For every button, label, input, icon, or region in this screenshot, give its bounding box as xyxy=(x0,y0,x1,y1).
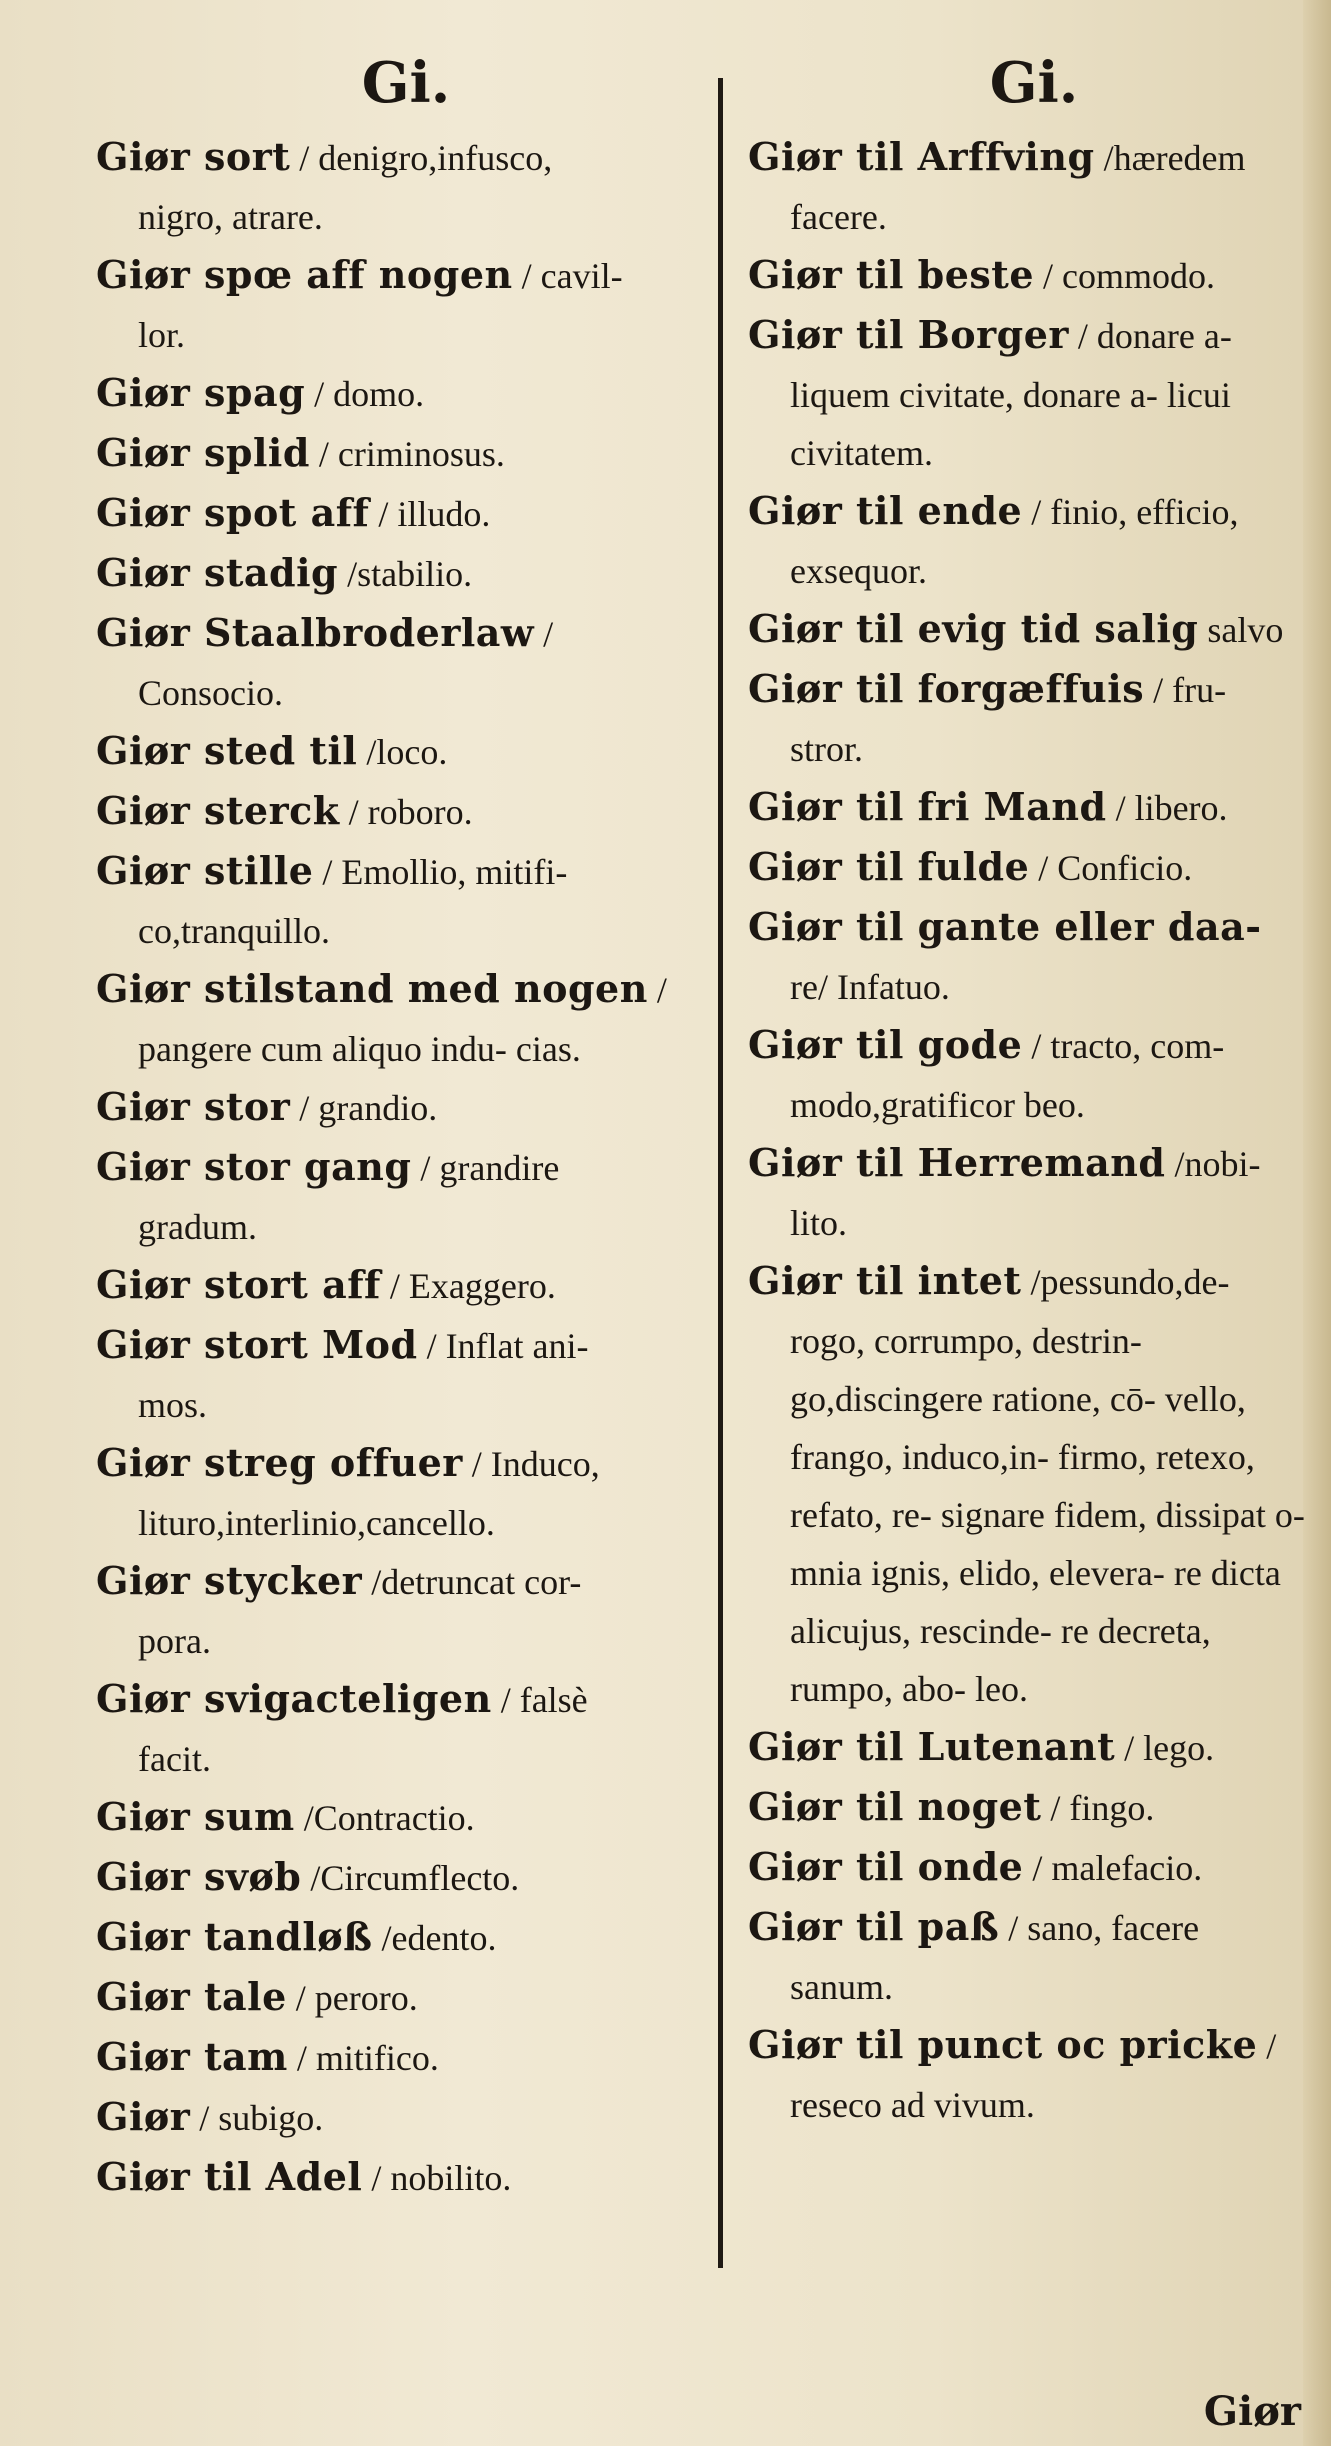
dictionary-entry xyxy=(748,838,1320,898)
entry-definition: / grandire xyxy=(411,1148,560,1188)
entry-headword: Giør sterck xyxy=(96,788,340,833)
dictionary-entry xyxy=(748,2016,1320,2134)
dictionary-entry xyxy=(748,1838,1320,1898)
dictionary-entry xyxy=(748,128,1320,246)
entry-headword: Giør Staalbroderlaw xyxy=(96,610,535,655)
entry-headword: Giør streg offuer xyxy=(96,1440,463,1485)
entry-headword: Giør svøb xyxy=(96,1854,302,1899)
entry-continuation: lor. xyxy=(138,315,186,355)
entry-definition: / subigo. xyxy=(190,2098,324,2138)
entry-headword: Giør til evig tid salig xyxy=(748,606,1199,651)
entry-headword: Giør xyxy=(96,2094,191,2139)
entry-definition: / donare a- xyxy=(1068,316,1232,356)
dictionary-entry xyxy=(748,1718,1320,1778)
entry-headword: Giør til Herremand xyxy=(748,1140,1166,1185)
entry-continuation: facit. xyxy=(138,1739,211,1779)
entry-definition: / tracto, com- xyxy=(1022,1026,1225,1066)
dictionary-entry xyxy=(96,128,716,246)
entry-definition: /nobi- xyxy=(1165,1144,1261,1184)
dictionary-entry xyxy=(748,600,1320,660)
dictionary-entry xyxy=(748,778,1320,838)
dictionary-entry xyxy=(96,484,716,544)
entry-headword: Giør til beste xyxy=(748,252,1035,297)
entry-definition: /edento. xyxy=(372,1918,497,1958)
entry-headword: Giør tam xyxy=(96,2034,288,2079)
entry-definition: / Inflat ani- xyxy=(417,1326,589,1366)
dictionary-entry xyxy=(96,782,716,842)
entry-definition: / Induco, xyxy=(462,1444,600,1484)
right-column xyxy=(748,0,1320,2134)
entry-definition: /Contractio. xyxy=(294,1798,475,1838)
dictionary-entry xyxy=(748,1134,1320,1252)
entry-definition: /hæredem xyxy=(1094,138,1246,178)
entry-continuation: mos. xyxy=(138,1385,208,1425)
entry-headword: Giør til Lutenant xyxy=(748,1724,1116,1769)
dictionary-entry xyxy=(748,660,1320,778)
left-column xyxy=(96,0,716,2208)
entry-continuation: Consocio. xyxy=(138,673,284,713)
entry-definition: / finio, efficio, xyxy=(1022,492,1239,532)
entry-continuation: co,tranquillo. xyxy=(138,911,330,951)
dictionary-entry xyxy=(96,1848,716,1908)
dictionary-entry xyxy=(748,246,1320,306)
entry-definition: / domo. xyxy=(305,374,425,414)
entry-headword: Giør til Borger xyxy=(748,312,1069,357)
dictionary-entry xyxy=(96,1968,716,2028)
entry-continuation: exsequor. xyxy=(790,551,927,591)
entry-continuation: nigro, atrare. xyxy=(138,197,323,237)
entry-headword: Giør stilstand med nogen xyxy=(96,966,648,1011)
entry-continuation: pora. xyxy=(138,1621,211,1661)
entry-headword: Giør sort xyxy=(96,134,291,179)
entry-definition: / roboro. xyxy=(339,792,473,832)
entry-headword: Giør tale xyxy=(96,1974,287,2019)
entry-headword: Giør stort aff xyxy=(96,1262,381,1307)
dictionary-entry xyxy=(96,544,716,604)
entry-headword: Giør til noget xyxy=(748,1784,1042,1829)
entry-headword: Giør til gante eller daa- xyxy=(748,904,1262,949)
entry-continuation: lituro,interlinio,cancello. xyxy=(138,1503,495,1543)
entry-definition: / cavil- xyxy=(512,256,623,296)
entry-headword: Giør svigacteligen xyxy=(96,1676,492,1721)
entry-headword: Giør til onde xyxy=(748,1844,1024,1889)
entry-definition: / lego. xyxy=(1115,1728,1215,1768)
entry-continuation: stror. xyxy=(790,729,864,769)
entry-definition: / nobilito. xyxy=(362,2158,512,2198)
entry-headword: Giør spag xyxy=(96,370,306,415)
entry-headword: Giør til punct oc pricke xyxy=(748,2022,1258,2067)
entry-headword: Giør til intet xyxy=(748,1258,1022,1303)
dictionary-entry xyxy=(96,2088,716,2148)
entry-definition: / illudo. xyxy=(369,494,491,534)
entry-headword: Giør sted til xyxy=(96,728,358,773)
right-running-head: Gi. xyxy=(989,50,1079,116)
entry-headword: Giør til gode xyxy=(748,1022,1023,1067)
entry-headword: Giør stille xyxy=(96,848,314,893)
entry-headword: Giør til paß xyxy=(748,1904,1000,1949)
dictionary-entry xyxy=(748,1252,1320,1718)
entry-continuation: facere. xyxy=(790,197,887,237)
entry-definition: /stabilio. xyxy=(338,554,473,594)
entry-headword: Giør stycker xyxy=(96,1558,363,1603)
entry-headword: Giør stort Mod xyxy=(96,1322,418,1367)
left-entries xyxy=(96,128,716,2208)
entry-definition: / grandio. xyxy=(290,1088,438,1128)
entry-continuation: re/ Infatuo. xyxy=(790,967,950,1007)
dictionary-entry xyxy=(96,246,716,364)
entry-headword: Giør til Adel xyxy=(96,2154,363,2199)
dictionary-entry xyxy=(96,1788,716,1848)
entry-headword: Giør stadig xyxy=(96,550,339,595)
dictionary-entry xyxy=(96,2028,716,2088)
entry-headword: Giør til Arffving xyxy=(748,134,1095,179)
entry-headword: Giør stor xyxy=(96,1084,291,1129)
dictionary-entry xyxy=(96,1552,716,1670)
dictionary-entry xyxy=(96,1138,716,1256)
entry-definition: / denigro,infusco, xyxy=(290,138,553,178)
entry-definition: / falsè xyxy=(491,1680,588,1720)
dictionary-entry xyxy=(96,1908,716,1968)
entry-definition: / fingo. xyxy=(1041,1788,1155,1828)
entry-definition: /loco. xyxy=(357,732,448,772)
entry-headword: Giør splid xyxy=(96,430,310,475)
entry-definition: salvo xyxy=(1198,610,1284,650)
entry-definition: /Circumflecto. xyxy=(301,1858,520,1898)
entry-definition: /pessundo,de- xyxy=(1021,1262,1230,1302)
dictionary-entry xyxy=(748,1016,1320,1134)
dictionary-entry xyxy=(96,424,716,484)
catchword: Giør xyxy=(1203,2388,1301,2435)
dictionary-entry xyxy=(96,1316,716,1434)
entry-definition: / libero. xyxy=(1106,788,1228,828)
dictionary-entry xyxy=(96,722,716,782)
entry-definition: /detruncat cor- xyxy=(362,1562,582,1602)
entry-continuation: pangere cum aliquo indu- cias. xyxy=(138,1029,581,1069)
left-running-head: Gi. xyxy=(361,50,451,116)
entry-continuation: sanum. xyxy=(790,1967,893,2007)
dictionary-entry xyxy=(96,842,716,960)
entry-definition: / commodo. xyxy=(1034,256,1215,296)
entry-headword: Giør til forgæffuis xyxy=(748,666,1145,711)
entry-headword: Giør til fulde xyxy=(748,844,1030,889)
entry-definition: / xyxy=(1257,2026,1277,2066)
entry-definition: / xyxy=(534,614,554,654)
dictionary-entry xyxy=(748,1778,1320,1838)
entry-definition: / Emollio, mitifi- xyxy=(313,852,568,892)
entry-continuation: modo,gratificor beo. xyxy=(790,1085,1085,1125)
entry-definition: / peroro. xyxy=(286,1978,418,2018)
entry-definition: / mitifico. xyxy=(287,2038,439,2078)
entry-continuation: rogo, corrumpo, destrin- go,discingere ratione, cō- vello, frango, induco,in- firmo, retexo, refato, re- signare fidem, dissipat o- mnia ignis, elido, elevera- re dicta alicujus, rescinde- re decreta, rumpo, abo- leo. xyxy=(790,1321,1305,1709)
dictionary-entry xyxy=(96,1670,716,1788)
dictionary-entry xyxy=(96,1256,716,1316)
dictionary-entry xyxy=(748,306,1320,482)
dictionary-entry xyxy=(748,1898,1320,2016)
entry-headword: Giør sum xyxy=(96,1794,295,1839)
entry-continuation: liquem civitate, donare a- licui civitatem. xyxy=(790,375,1231,473)
dictionary-entry xyxy=(96,364,716,424)
entry-definition: / fru- xyxy=(1144,670,1227,710)
entry-definition: / Exaggero. xyxy=(380,1266,556,1306)
entry-continuation: lito. xyxy=(790,1203,848,1243)
entry-headword: Giør spœ aff nogen xyxy=(96,252,513,297)
dictionary-entry xyxy=(96,960,716,1078)
entry-continuation: gradum. xyxy=(138,1207,257,1247)
entry-definition: / Conficio. xyxy=(1029,848,1193,888)
entry-definition: / sano, facere xyxy=(999,1908,1200,1948)
entry-definition: / xyxy=(647,970,667,1010)
dictionary-entry xyxy=(96,1078,716,1138)
right-entries xyxy=(748,128,1320,2134)
dictionary-entry xyxy=(96,604,716,722)
dictionary-entry xyxy=(748,482,1320,600)
dictionary-entry xyxy=(96,1434,716,1552)
entry-definition: / malefacio. xyxy=(1023,1848,1203,1888)
entry-definition: / criminosus. xyxy=(309,434,505,474)
column-rule xyxy=(718,78,723,2268)
entry-headword: Giør tandløß xyxy=(96,1914,373,1959)
dictionary-entry xyxy=(96,2148,716,2208)
dictionary-entry xyxy=(748,898,1320,1016)
entry-headword: Giør til ende xyxy=(748,488,1023,533)
entry-continuation: reseco ad vivum. xyxy=(790,2085,1035,2125)
entry-headword: Giør stor gang xyxy=(96,1144,412,1189)
entry-headword: Giør til fri Mand xyxy=(748,784,1107,829)
entry-headword: Giør spot aff xyxy=(96,490,370,535)
